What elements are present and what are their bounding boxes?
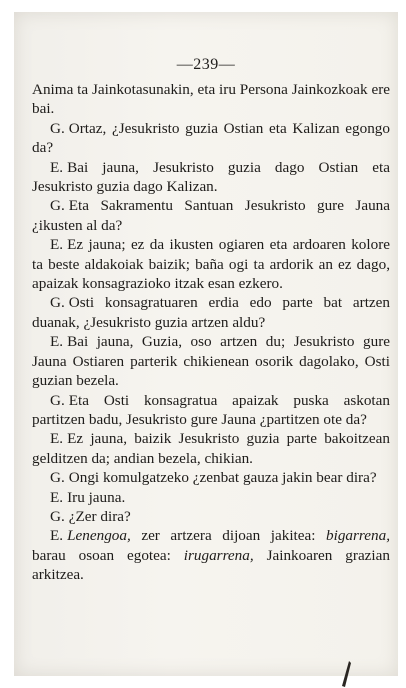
paragraph — [32, 391, 390, 430]
paragraph-text: Ez jauna; ez da ikusten ogiaren eta ardoaren kolore ta beste aldakoiak baizik; baña ogi ta ardorik an ez dago, apaizak konsagrazioko itzak esan ezkero. — [32, 236, 390, 293]
paragraph-text: Bai jauna, Jesukristo guzia dago Ostian eta Jesukristo guzia dago Kalizan. — [32, 158, 390, 196]
paragraph — [32, 488, 390, 507]
book-page — [14, 12, 398, 676]
speaker-label: G. — [50, 469, 65, 487]
term-second: bigarrena, — [326, 527, 390, 545]
speaker-label: G. — [50, 391, 65, 409]
term-third: irugarrena, — [183, 546, 254, 564]
paragraph-text: Eta Sakramentu Santuan Jesukristo gure Jauna ¿ikusten al da? — [32, 197, 390, 234]
paragraph — [32, 468, 390, 487]
paragraph-text: barau osoan egotea: — [32, 546, 184, 564]
speaker-label: G. — [50, 197, 65, 215]
paragraph-text: Jainkoaren grazian arkitzea. — [32, 546, 390, 584]
paragraph — [32, 507, 390, 526]
speaker-label: G. — [50, 119, 65, 137]
speaker-label: G. — [50, 294, 65, 312]
paragraph-text: ¿Zer dira? — [68, 507, 131, 525]
speaker-label: E. — [50, 527, 64, 545]
page-number: —239— — [176, 56, 236, 73]
paragraph — [32, 526, 390, 584]
body-text — [32, 80, 390, 585]
paragraph-text: Bai jauna, Guzia, oso artzen du; Jesukristo gure Jauna Ostiaren parterik chikienean osorik dagolako, Osti guzian bezela. — [32, 333, 390, 390]
paragraph-text: Iru jauna. — [67, 488, 126, 506]
paragraph-text: Ez jauna, baizik Jesukristo guzia parte bakoitzean gelditzen da; andian bezela, chikian. — [32, 430, 390, 467]
paragraph-text: Osti konsagratuaren erdia edo parte bat artzen duanak, ¿Jesukristo guzia artzen aldu? — [32, 294, 390, 331]
paragraph-text: Anima ta Jainkotasunakin, eta iru Persona Jainkozkoak ere bai. — [32, 81, 390, 118]
paragraph-text: Ortaz, ¿Jesukristo guzia Ostian eta Kalizan egongo da? — [32, 119, 390, 157]
paragraph-text: Eta Osti konsagratua apaizak puska askotan partitzen badu, Jesukristo gure Jauna ¿partitzen ote da? — [32, 391, 390, 428]
paragraph — [32, 119, 390, 158]
speaker-label: E. — [50, 430, 64, 448]
paragraph — [32, 429, 390, 468]
paragraph — [32, 196, 390, 235]
speaker-label: E. — [50, 488, 64, 506]
term-first: Lenengoa, — [67, 527, 131, 545]
paragraph-text: zer artzera dijoan jakitea: — [130, 527, 327, 545]
speaker-label: G. — [50, 507, 65, 525]
speaker-label: E. — [50, 236, 64, 254]
speaker-label: E. — [50, 158, 64, 176]
paragraph — [32, 332, 390, 390]
paragraph — [32, 235, 390, 293]
paragraph — [32, 293, 390, 332]
paragraph — [32, 80, 390, 119]
paragraph-text: Ongi komulgatzeko ¿zenbat gauza jakin bear dira? — [68, 469, 377, 487]
paragraph — [32, 158, 390, 197]
speaker-label: E. — [50, 333, 64, 351]
